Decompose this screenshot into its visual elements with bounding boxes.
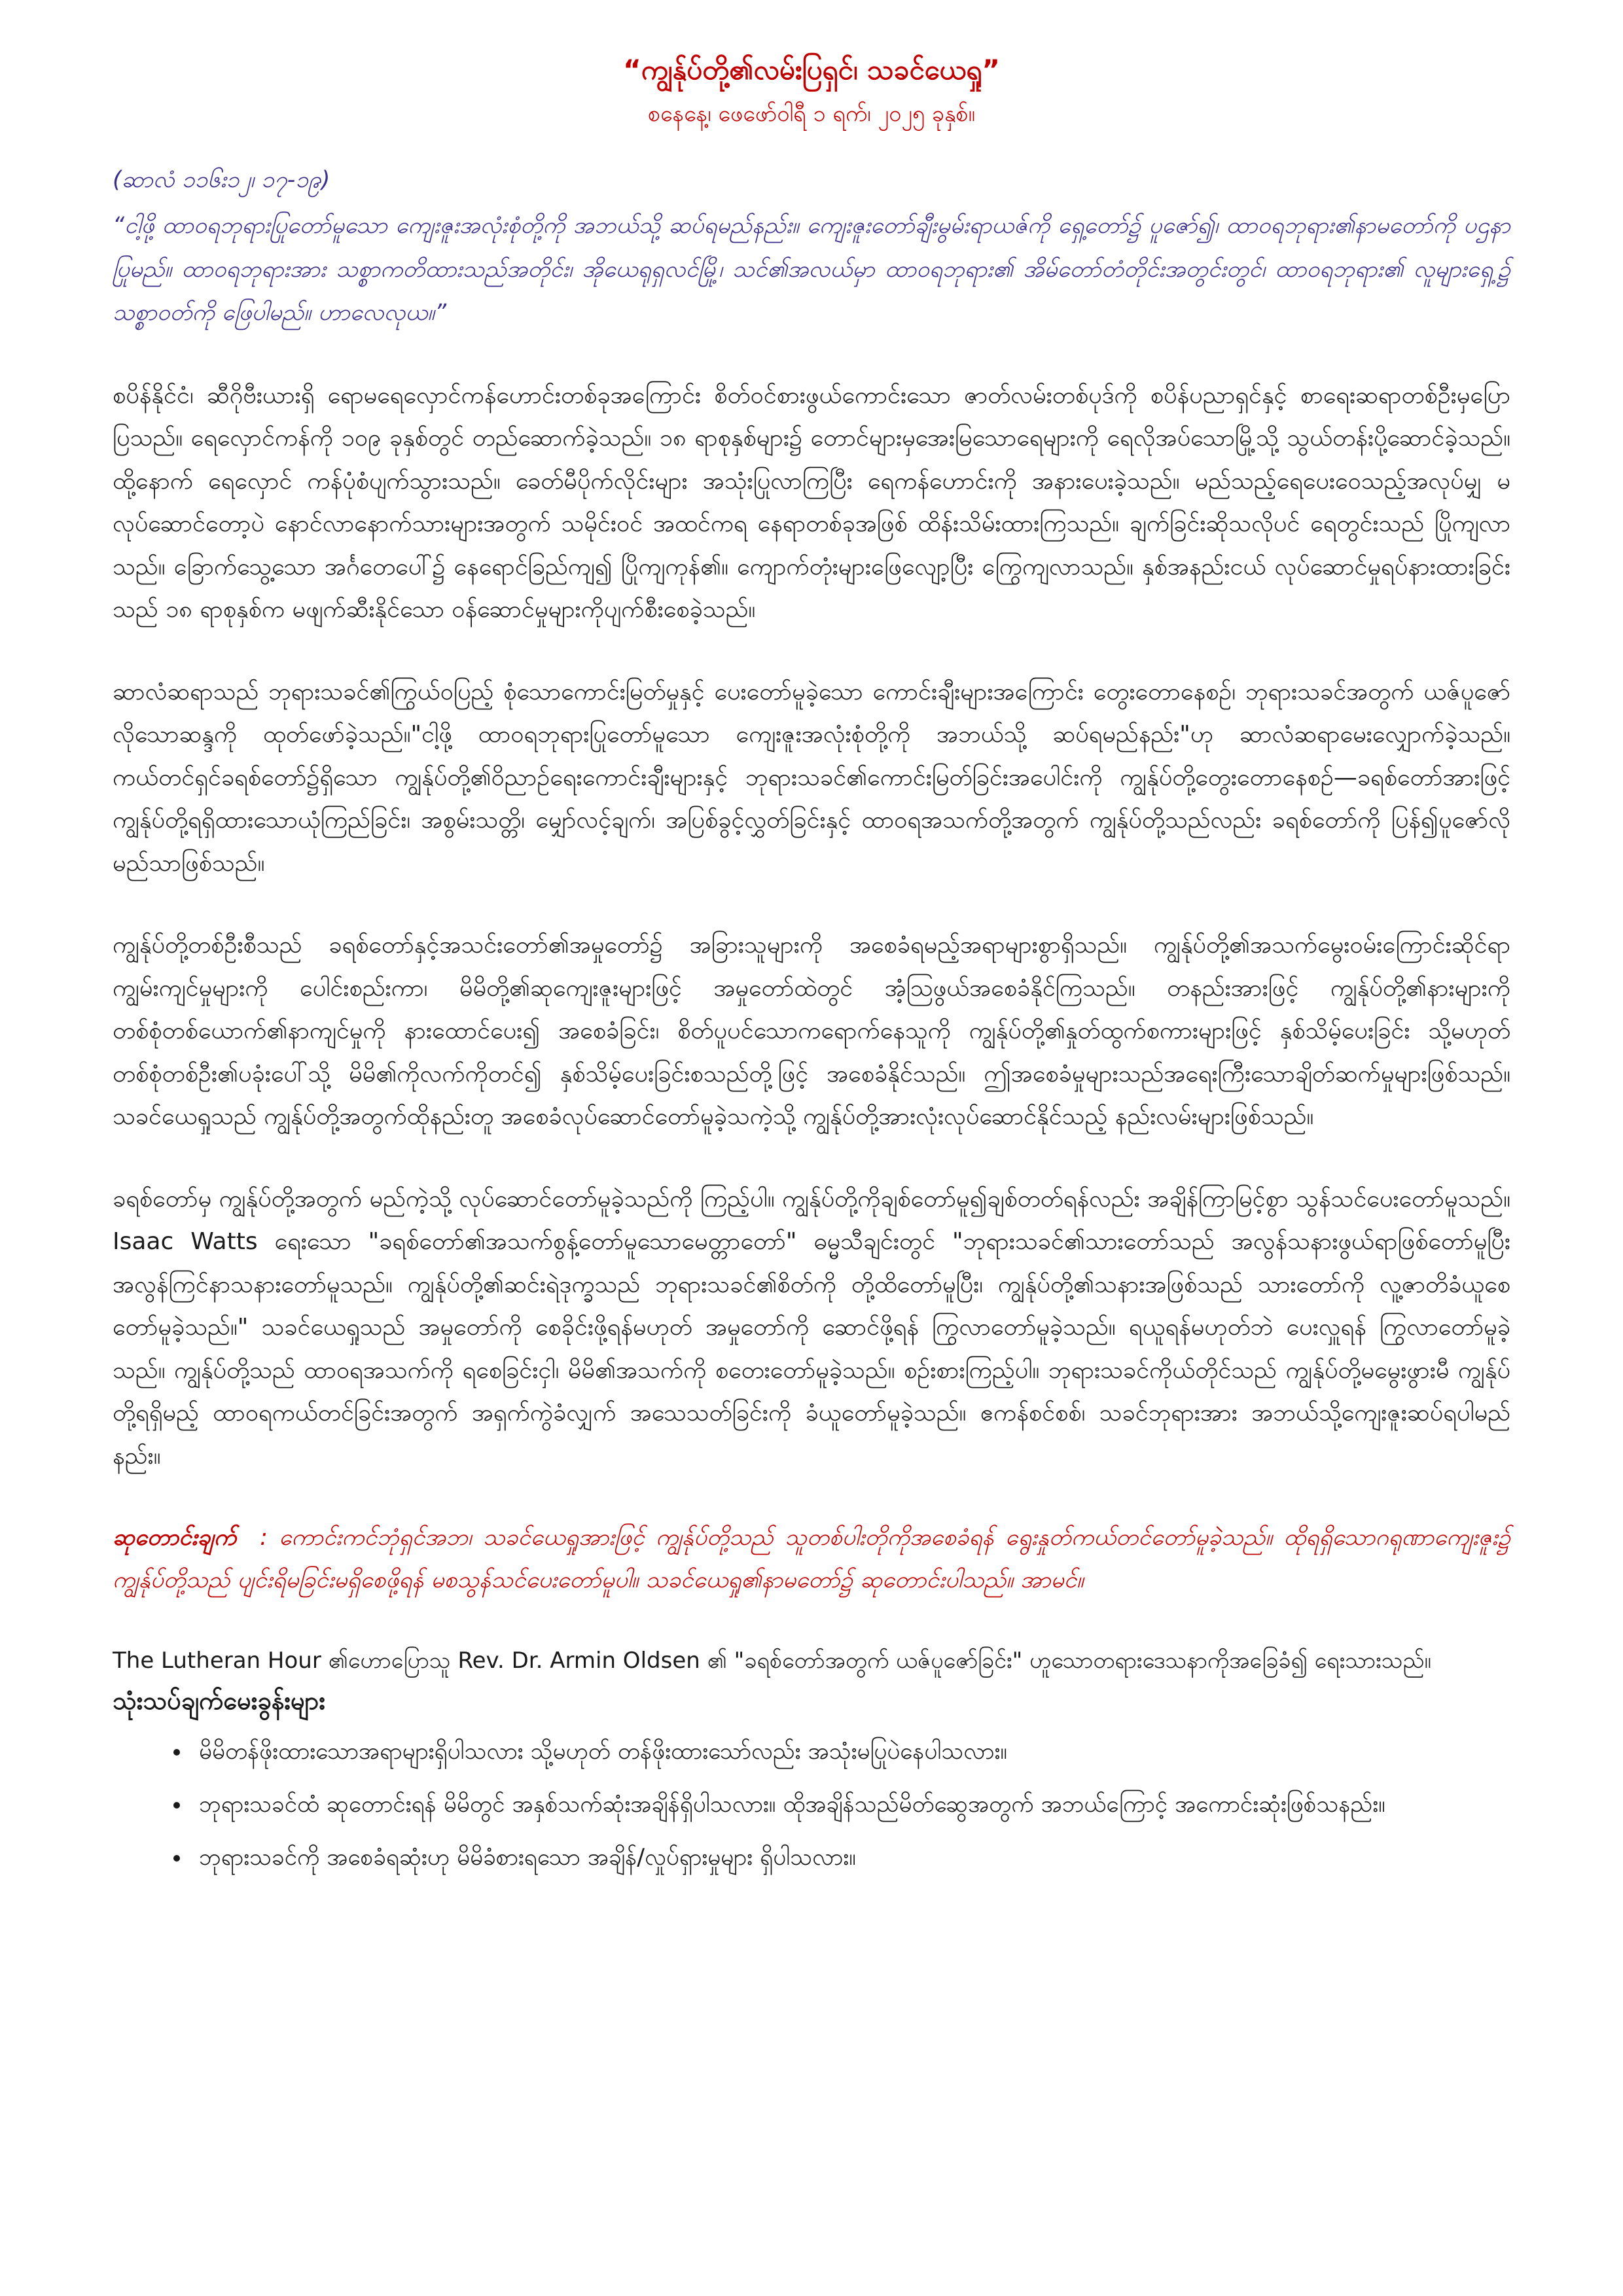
body-paragraph-2: ဆာလံဆရာသည် ဘုရားသခင်၏ကြွယ်ဝပြည့် စုံသောကောင်းမြတ်မှုနှင့် ပေးတော်မူခဲ့သော ကောင်းချီးများအကြောင်း တွေးတောနေစဉ်၊ ဘုရားသခင်အတွက် ယဇ်ပူဇော်လိုသောဆန္ဒကို ထုတ်ဖော်ခဲ့သည်။"ငါ့ဖို့ ထာဝရဘုရားပြုတော်မူသော ကျေးဇူးအလုံးစုံတို့ကို အဘယ်သို့ ဆပ်ရမည်နည်း"ဟု ဆာလံဆရာမေးလျှောက်ခဲ့သည်။ ကယ်တင်ရှင်ခရစ်တော်၌ရှိသော ကျွန်ုပ်တို့၏ဝိညာဉ်ရေးကောင်းချီးများနှင့် ဘုရားသခင်၏ကောင်းမြတ်ခြင်းအပေါင်းကို ကျွန်ုပ်တို့တွေးတောနေစဉ်—ခရစ်တော်အားဖြင့် ကျွန်ုပ်တို့ရရှိထားသောယုံကြည်ခြင်း၊ အစွမ်းသတ္တိ၊ မျှော်လင့်ချက်၊ အပြစ်ခွင့်လွှတ်ခြင်းနှင့် ထာဝရအသက်တို့အတွက် ကျွန်ုပ်တို့သည်လည်း ခရစ်တော်ကို ပြန်၍ပူဇော်လိုမည်သာဖြစ်သည်။: [113, 678, 1510, 877]
questions-list: [113, 1731, 1510, 1879]
question-item: • ဘုရားသခင်ထံ ဆုတောင်းရန် မိမိတွင် အနှစ်သက်ဆုံးအချိန်ရှိပါသလား။ ထိုအချိန်သည်မိတ်ဆွေအတွက် အဘယ်ကြောင့် အကောင်းဆုံးဖြစ်သနည်း။: [191, 1784, 1510, 1826]
scripture-text: “ငါ့ဖို့ ထာဝရဘုရားပြုတော်မူသော ကျေးဇူးအလုံးစုံတို့ကို အဘယ်သို့ ဆပ်ရမည်နည်း။ ကျေးဇူးတော်ချီးမွမ်းရာယဇ်ကို ရှေ့တော်၌ ပူဇော်၍၊ ထာဝရဘုရား၏နာမတော်ကို ပဌနာပြုမည်။ ထာဝရဘုရားအား သစ္စာကတိထားသည်အတိုင်း၊ အိုယေရုရှလင်မြို့၊ သင်၏အလယ်မှာ ထာဝရဘုရား၏ အိမ်တော်တံတိုင်းအတွင်းတွင်၊ ထာဝရဘုရား၏ လူများရှေ့၌ သစ္စာဝတ်ကို ဖြေပါမည်။ ဟာလေလုယ။”: [113, 213, 1510, 327]
question-item: • မိမိတန်ဖိုးထားသောအရာများရှိပါသလား သို့မဟုတ် တန်ဖိုးထားသော်လည်း အသုံးမပြုပဲနေပါသလား။: [191, 1731, 1510, 1773]
prayer-label: ဆုတောင်းချက်: [113, 1525, 237, 1551]
body-paragraph-1: စပိန်နိုင်ငံ၊ ဆီဂိုဗီးယားရှိ ရောမရေလှောင်ကန်ဟောင်းတစ်ခုအကြောင်း စိတ်ဝင်စားဖွယ်ကောင်းသော ဇာတ်လမ်းတစ်ပုဒ်ကို စပိန်ပညာရှင်နှင့် စာရေးဆရာတစ်ဦးမှပြောပြသည်။ ရေလှောင်ကန်ကို ၁၀၉ ခုနှစ်တွင် တည်ဆောက်ခဲ့သည်။ ၁၈ ရာစုနှစ်များ၌ တောင်များမှအေးမြသောရေများကို ရေလိုအပ်သောမြို့သို့ သွယ်တန်းပို့ဆောင်ခဲ့သည်။ ထို့နောက် ရေလှောင် ကန်ပုံစံပျက်သွားသည်။ ခေတ်မီပိုက်လိုင်းများ အသုံးပြုလာကြပြီး ရေကန်ဟောင်းကို အနားပေးခဲ့သည်။ မည်သည့်ရေပေးဝေသည့်အလုပ်မျှ မလုပ်ဆောင်တော့ပဲ နောင်လာနောက်သားများအတွက် သမိုင်းဝင် အထင်ကရ နေရာတစ်ခုအဖြစ် ထိန်းသိမ်းထားကြသည်။ ချက်ခြင်းဆိုသလိုပင် ရေတွင်းသည် ပြိုကျလာသည်။ ခြောက်သွေ့သော အင်္ဂတေပေါ်၌ နေရောင်ခြည်ကျ၍ ပြိုကျကုန်၏။ ကျောက်တုံးများဖြေလျော့ပြီး ကြွေကျလာသည်။ နှစ်အနည်းငယ် လုပ်ဆောင်မှုရပ်နားထားခြင်းသည် ၁၈ ရာစုနှစ်က မဖျက်ဆီးနိုင်သော ဝန်ဆောင်မှုများကိုပျက်စီးစေခဲ့သည်။: [113, 381, 1510, 624]
prayer-text: : ကောင်းကင်ဘုံရှင်အဘ၊ သခင်ယေရှုအားဖြင့် ကျွန်ုပ်တို့သည် သူတစ်ပါးတိုကိုအစေခံရန် ရွေးနှုတ်ကယ်တင်တော်မူခဲ့သည်။ ထိုရရှိသောဂရုဏာကျေးဇူး၌ ကျွန်ုပ်တို့သည် ပျင်းရိမခြင်းမရှိစေဖို့ရန် မစသွန်သင်ပေးတော်မူပါ။ သခင်ယေရှု၏နာမတော်၌ ဆုတောင်းပါသည်။ အာမင်။: [113, 1525, 1510, 1594]
question-item: • ဘုရားသခင်ကို အစေခံရဆုံးဟု မိမိခံစားရသော အချိန်/လှုပ်ရှားမှုများ ရှိပါသလား။: [191, 1837, 1510, 1879]
prayer-block: [113, 1517, 1510, 1602]
scripture-reference: (ဆာလံ ၁၁၆း၁၂၊ ၁၇-၁၉): [113, 166, 330, 193]
page-title: “ကျွန်ုပ်တို့၏လမ်းပြရှင်၊ သခင်ယေရှု”: [623, 54, 1000, 86]
date-line: စနေနေ့၊ ဖေဖော်ဝါရီ ၁ ရက်၊ ၂၀၂၅ ခုနှစ်။: [648, 100, 975, 127]
questions-heading: သုံးသပ်ချက်မေးခွန်းများ: [113, 1686, 326, 1716]
body-paragraph-3: ကျွန်ုပ်တို့တစ်ဦးစီသည် ခရစ်တော်နှင့်အသင်းတော်၏အမှုတော်၌ အခြားသူများကို အစေခံရမည့်အရာများစွာရှိသည်။ ကျွန်ုပ်တို့၏အသက်မွေးဝမ်းကြောင်းဆိုင်ရာ ကျွမ်းကျင်မှုများကို ပေါင်းစည်းကာ၊ မိမိတို့၏ဆုကျေးဇူးများဖြင့် အမှုတော်ထဲတွင် အံ့ဩဖွယ်အစေခံနိုင်ကြသည်။ တနည်းအားဖြင့် ကျွန်ုပ်တို့၏နားများကိုတစ်စုံတစ်ယောက်၏နာကျင်မှုကို နားထောင်ပေး၍ အစေခံခြင်း၊ စိတ်ပူပင်သောကရောက်နေသူကို ကျွန်ုပ်တို့၏နှုတ်ထွက်စကားများဖြင့် နှစ်သိမ့်ပေးခြင်း သို့မဟုတ် တစ်စုံတစ်ဦး၏ပခုံးပေါ်သို့ မိမိ၏ကိုလက်ကိုတင်၍ နှစ်သိမ့်ပေးခြင်းစသည်တို့ဖြင့် အစေခံနိုင်သည်။ ဤအစေခံမှုများသည်အရေးကြီးသောချိတ်ဆက်မှုများဖြစ်သည်။ သခင်ယေရှုသည် ကျွန်ုပ်တို့အတွက်ထိုနည်းတူ အစေခံလုပ်ဆောင်တော်မူခဲ့သကဲ့သို့ ကျွန်ုပ်တို့အားလုံးလုပ်ဆောင်နိုင်သည့် နည်းလမ်းများဖြစ်သည်။: [113, 932, 1510, 1131]
body-paragraph-4: ခရစ်တော်မှ ကျွန်ုပ်တို့အတွက် မည်ကဲ့သို့ လုပ်ဆောင်တော်မူခဲ့သည်ကို ကြည့်ပါ။ ကျွန်ုပ်တို့ကိုချစ်တော်မူ၍ချစ်တတ်ရန်လည်း အချိန်ကြာမြင့်စွာ သွန်သင်ပေးတော်မူသည်။ Isaac Watts ရေးသော "ခရစ်တော်၏အသက်စွန့်တော်မူသောမေတ္တာတော်" ဓမ္မသီချင်းတွင် "ဘုရားသခင်၏သားတော်သည် အလွန်သနားဖွယ်ရာဖြစ်တော်မူပြီး အလွန်ကြင်နာသနားတော်မူသည်။ ကျွန်ုပ်တို့၏ဆင်းရဲဒုက္ခသည် ဘုရားသခင်၏စိတ်ကို တို့ထိတော်မူပြီး၊ ကျွန်ုပ်တို့၏သနားအဖြစ်သည် သားတော်ကို လူ့ဇာတိခံယူစေတော်မူခဲ့သည်။" သခင်ယေရှုသည် အမှုတော်ကို စေခိုင်းဖို့ရန်မဟုတ် အမှုတော်ကို ဆောင်ဖို့ရန် ကြွလာတော်မူခဲ့သည်။ ရယူရန်မဟုတ်ဘဲ ပေးလှူရန် ကြွလာတော်မူခဲ့သည်။ ကျွန်ုပ်တို့သည် ထာဝရအသက်ကို ရစေခြင်းငှါ၊ မိမိ၏အသက်ကို စတေးတော်မူခဲ့သည်။ စဉ်းစားကြည့်ပါ။ ဘုရားသခင်ကိုယ်တိုင်သည် ကျွန်ုပ်တို့မမွေးဖွားမီ ကျွန်ုပ်တို့ရရှိမည့် ထာဝရကယ်တင်ခြင်းအတွက် အရှက်ကွဲခံလျှက် အသေသတ်ခြင်းကို ခံယူတော်မူခဲ့သည်။ ဧကန်စင်စစ်၊ သခင်ဘုရားအား အဘယ်သို့ကျေးဇူးဆပ်ရပါမည်နည်း။: [113, 1185, 1510, 1470]
source-credit: The Lutheran Hour ၏ဟောပြောသူ Rev. Dr. Armin Oldsen ၏ "ခရစ်တော်အတွက် ယဇ်ပူဇော်ခြင်း" ဟူသောတရားဒေသနာကိုအခြေခံ၍ ရေးသားသည်။: [113, 1647, 1431, 1674]
